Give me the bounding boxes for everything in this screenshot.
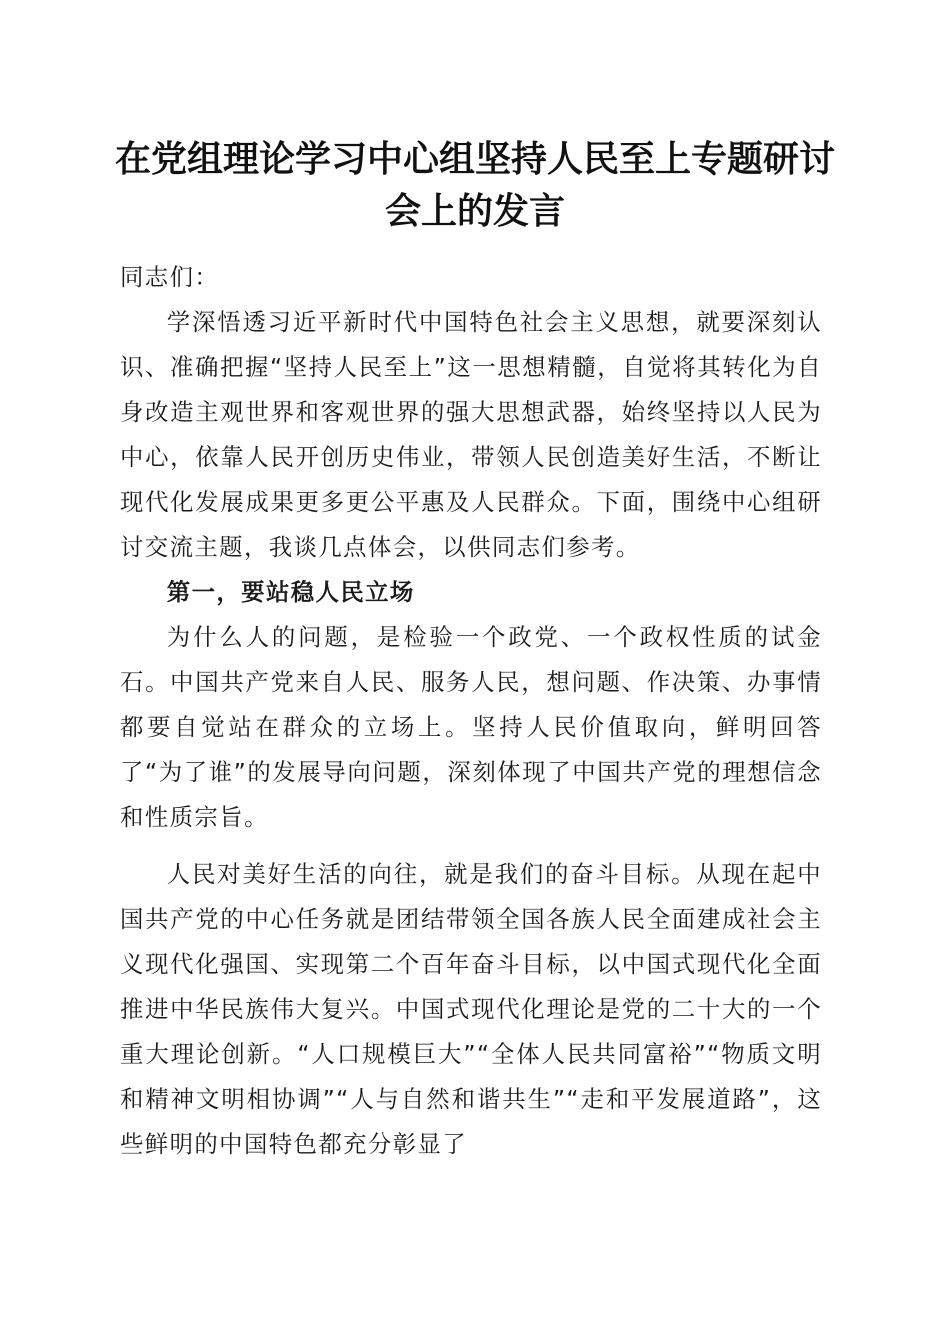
section-one-paragraph-2: 人民对美好生活的向往，就是我们的奋斗目标。从现在起中国共产党的中心任务就是团结带领全国各族人民全面建成社会主义现代化强国、实现第二个百年奋斗目标，以中国式现代化全面推进中华民族伟大复兴。中国式现代化理论是党的二十大的一个重大理论创新。“人口规模巨大”“全体人民共同富裕”“物质文明和精神文明相协调”“人与自然和谐共生”“走和平发展道路”，这些鲜明的中国特色都充分彰显了 <box>120 860 822 1158</box>
section-one-heading: 第一，要站稳人民立场 <box>166 578 415 606</box>
document-title: 在党组理论学习中心组坚持人民至上专题研讨会上的发言 <box>114 138 835 232</box>
document-body <box>120 255 822 1167</box>
intro-paragraph: 学深悟透习近平新时代中国特色社会主义思想，就要深刻认识、准确把握“坚持人民至上”这一思想精髓，自觉将其转化为自身改造主观世界和客观世界的强大思想武器，始终坚持以人民为中心，依靠人民开创历史伟业，带领人民创造美好生活，不断让现代化发展成果更多更公平惠及人民群众。下面，围绕中心组研讨交流主题，我谈几点体会，以供同志们参考。 <box>120 308 822 561</box>
salutation: 同志们： <box>120 263 220 291</box>
section-one-paragraph-1: 为什么人的问题，是检验一个政党、一个政权性质的试金石。中国共产党来自人民、服务人民，想问题、作决策、办事情都要自觉站在群众的立场上。坚持人民价值取向，鲜明回答了“为了谁”的发展导向问题，深刻体现了中国共产党的理想信念和性质宗旨。 <box>120 623 822 831</box>
